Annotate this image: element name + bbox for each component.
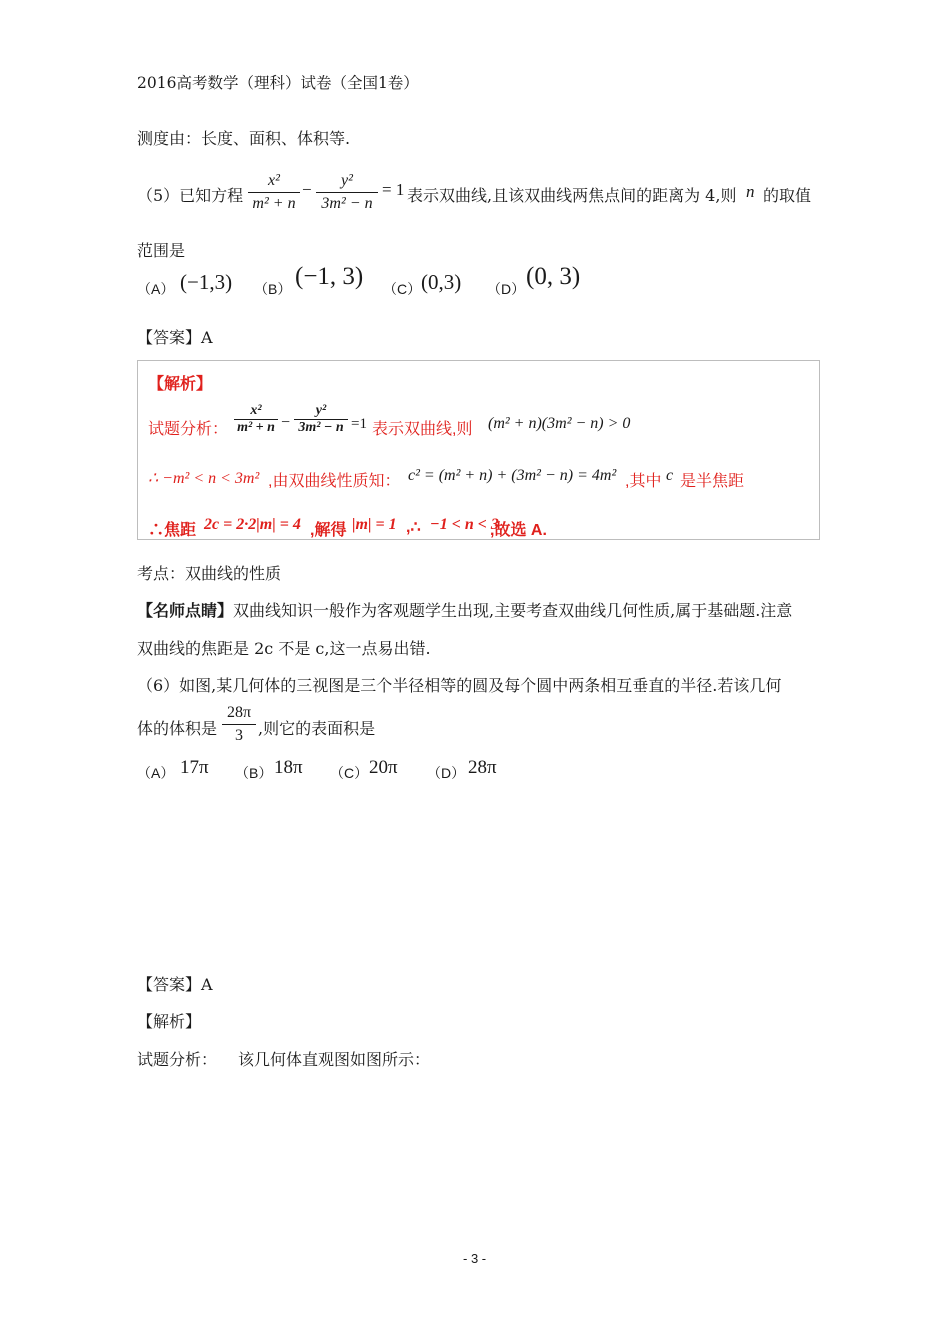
page-header: 2016高考数学（理科）试卷（全国1卷） xyxy=(137,74,419,92)
q6-analysis-label: 试题分析： xyxy=(137,1050,218,1069)
mingshi-text1: 双曲线知识一般作为客观题学生出现,主要考查双曲线几何性质,属于基础题.注意 xyxy=(233,601,793,620)
q5-frac2-num: y² xyxy=(316,170,378,193)
analysis-line1-prefix: 试题分析： xyxy=(148,421,229,438)
analysis-minus: − xyxy=(281,414,291,431)
q5-fraction-x xyxy=(248,170,300,215)
q5-line2: 范围是 xyxy=(137,241,186,260)
analysis-line2-text2: ,其中 xyxy=(625,473,662,490)
analysis-line3-expr3: −1 < n < 3 xyxy=(430,516,499,533)
analysis-line3-expr2: |m| = 1 xyxy=(352,516,397,533)
analysis-line2-text: ,由双曲线性质知： xyxy=(268,473,401,490)
q6-frac-num: 28π xyxy=(222,702,256,725)
q6-option-d-label: （D） xyxy=(427,765,466,781)
q5-option-b-label: （B） xyxy=(254,281,292,297)
q6-jiexi: 【解析】 xyxy=(137,1012,202,1031)
mingshi-line2: 双曲线的焦距是 2c 不是 c,这一点易出错. xyxy=(137,639,431,658)
analysis-frac1 xyxy=(234,403,278,436)
analysis-line3-text4: ,故选 A. xyxy=(490,522,547,539)
q5-option-c-label: （C） xyxy=(383,281,422,297)
q6-line2-suffix: ,则它的表面积是 xyxy=(258,719,376,738)
q5-option-d-value: (0, 3) xyxy=(526,263,581,290)
analysis-frac2 xyxy=(294,403,348,436)
intro-line: 测度由：长度、面积、体积等. xyxy=(137,129,351,148)
q5-text-after: 表示双曲线,且该双曲线两焦点间的距离为 4,则 xyxy=(407,186,737,205)
analysis-line3-text2: ,解得 xyxy=(310,522,347,539)
q5-option-d-label: （D） xyxy=(487,281,526,297)
q5-option-a-value: (−1,3) xyxy=(180,270,233,294)
q5-var-n: n xyxy=(746,182,755,201)
analysis-heading: 【解析】 xyxy=(148,376,213,393)
q5-fraction-y xyxy=(316,170,378,215)
q5-text-tail: 的取值 xyxy=(763,186,812,205)
analysis-line2-expr2: c² = (m² + n) + (3m² − n) = 4m² xyxy=(408,467,617,484)
q5-eq-one: = 1 xyxy=(382,180,405,199)
analysis-line3-text3: ,∴ xyxy=(406,519,421,536)
mingshi-label: 【名师点睛】 xyxy=(137,601,234,620)
analysis-line1-text: 表示双曲线,则 xyxy=(372,421,473,438)
q5-frac1-num: x² xyxy=(248,170,300,193)
analysis-line1-expr: (m² + n)(3m² − n) > 0 xyxy=(488,415,631,432)
q5-answer: 【答案】A xyxy=(137,328,213,347)
q6-frac-den: 3 xyxy=(235,727,243,744)
analysis-line3-text1: ∴焦距 xyxy=(148,522,197,539)
q6-option-c-label: （C） xyxy=(330,765,369,781)
analysis-frac2-den: 3m² − n xyxy=(298,420,344,435)
analysis-frac1-den: m² + n xyxy=(237,420,275,435)
q5-frac2-den: 3m² − n xyxy=(321,195,373,212)
analysis-frac2-num: y² xyxy=(315,403,327,418)
q6-option-a-label: （A） xyxy=(137,765,175,781)
kaodian: 考点：双曲线的性质 xyxy=(137,564,282,583)
analysis-frac1-num: x² xyxy=(250,403,262,418)
q5-frac1-den: m² + n xyxy=(252,195,296,212)
analysis-box xyxy=(137,360,820,540)
page-number: - 3 - xyxy=(463,1251,487,1266)
q6-line2-prefix: 体的体积是 xyxy=(137,719,218,738)
analysis-line2-c: c xyxy=(666,467,674,484)
q5-option-a-label: （A） xyxy=(137,281,175,297)
q6-option-a-value: 17π xyxy=(180,757,209,778)
q6-option-b-value: 18π xyxy=(274,757,303,778)
q6-option-b-label: （B） xyxy=(235,765,273,781)
analysis-line2-text3: 是半焦距 xyxy=(680,473,745,490)
q6-analysis-text: 该几何体直观图如图所示： xyxy=(238,1050,431,1069)
q5-option-b-value: (−1, 3) xyxy=(295,263,364,290)
q5-minus: − xyxy=(302,180,312,199)
q6-option-d-value: 28π xyxy=(468,757,497,778)
analysis-line2-expr1: ∴ −m² < n < 3m² xyxy=(148,470,260,487)
q6-volume-fraction xyxy=(222,702,256,747)
mingshi-line1 xyxy=(137,598,792,621)
q5-number: （5）已知方程 xyxy=(137,186,244,205)
q6-option-c-value: 20π xyxy=(369,757,398,778)
analysis-line3-expr: 2c = 2·2|m| = 4 xyxy=(204,516,301,533)
q5-option-c-value: (0,3) xyxy=(421,270,462,294)
q6-line1: （6）如图,某几何体的三视图是三个半径相等的圆及每个圆中两条相互垂直的半径.若该几何 xyxy=(137,676,782,695)
analysis-eq1: =1 xyxy=(351,416,367,432)
q6-answer: 【答案】A xyxy=(137,975,213,994)
